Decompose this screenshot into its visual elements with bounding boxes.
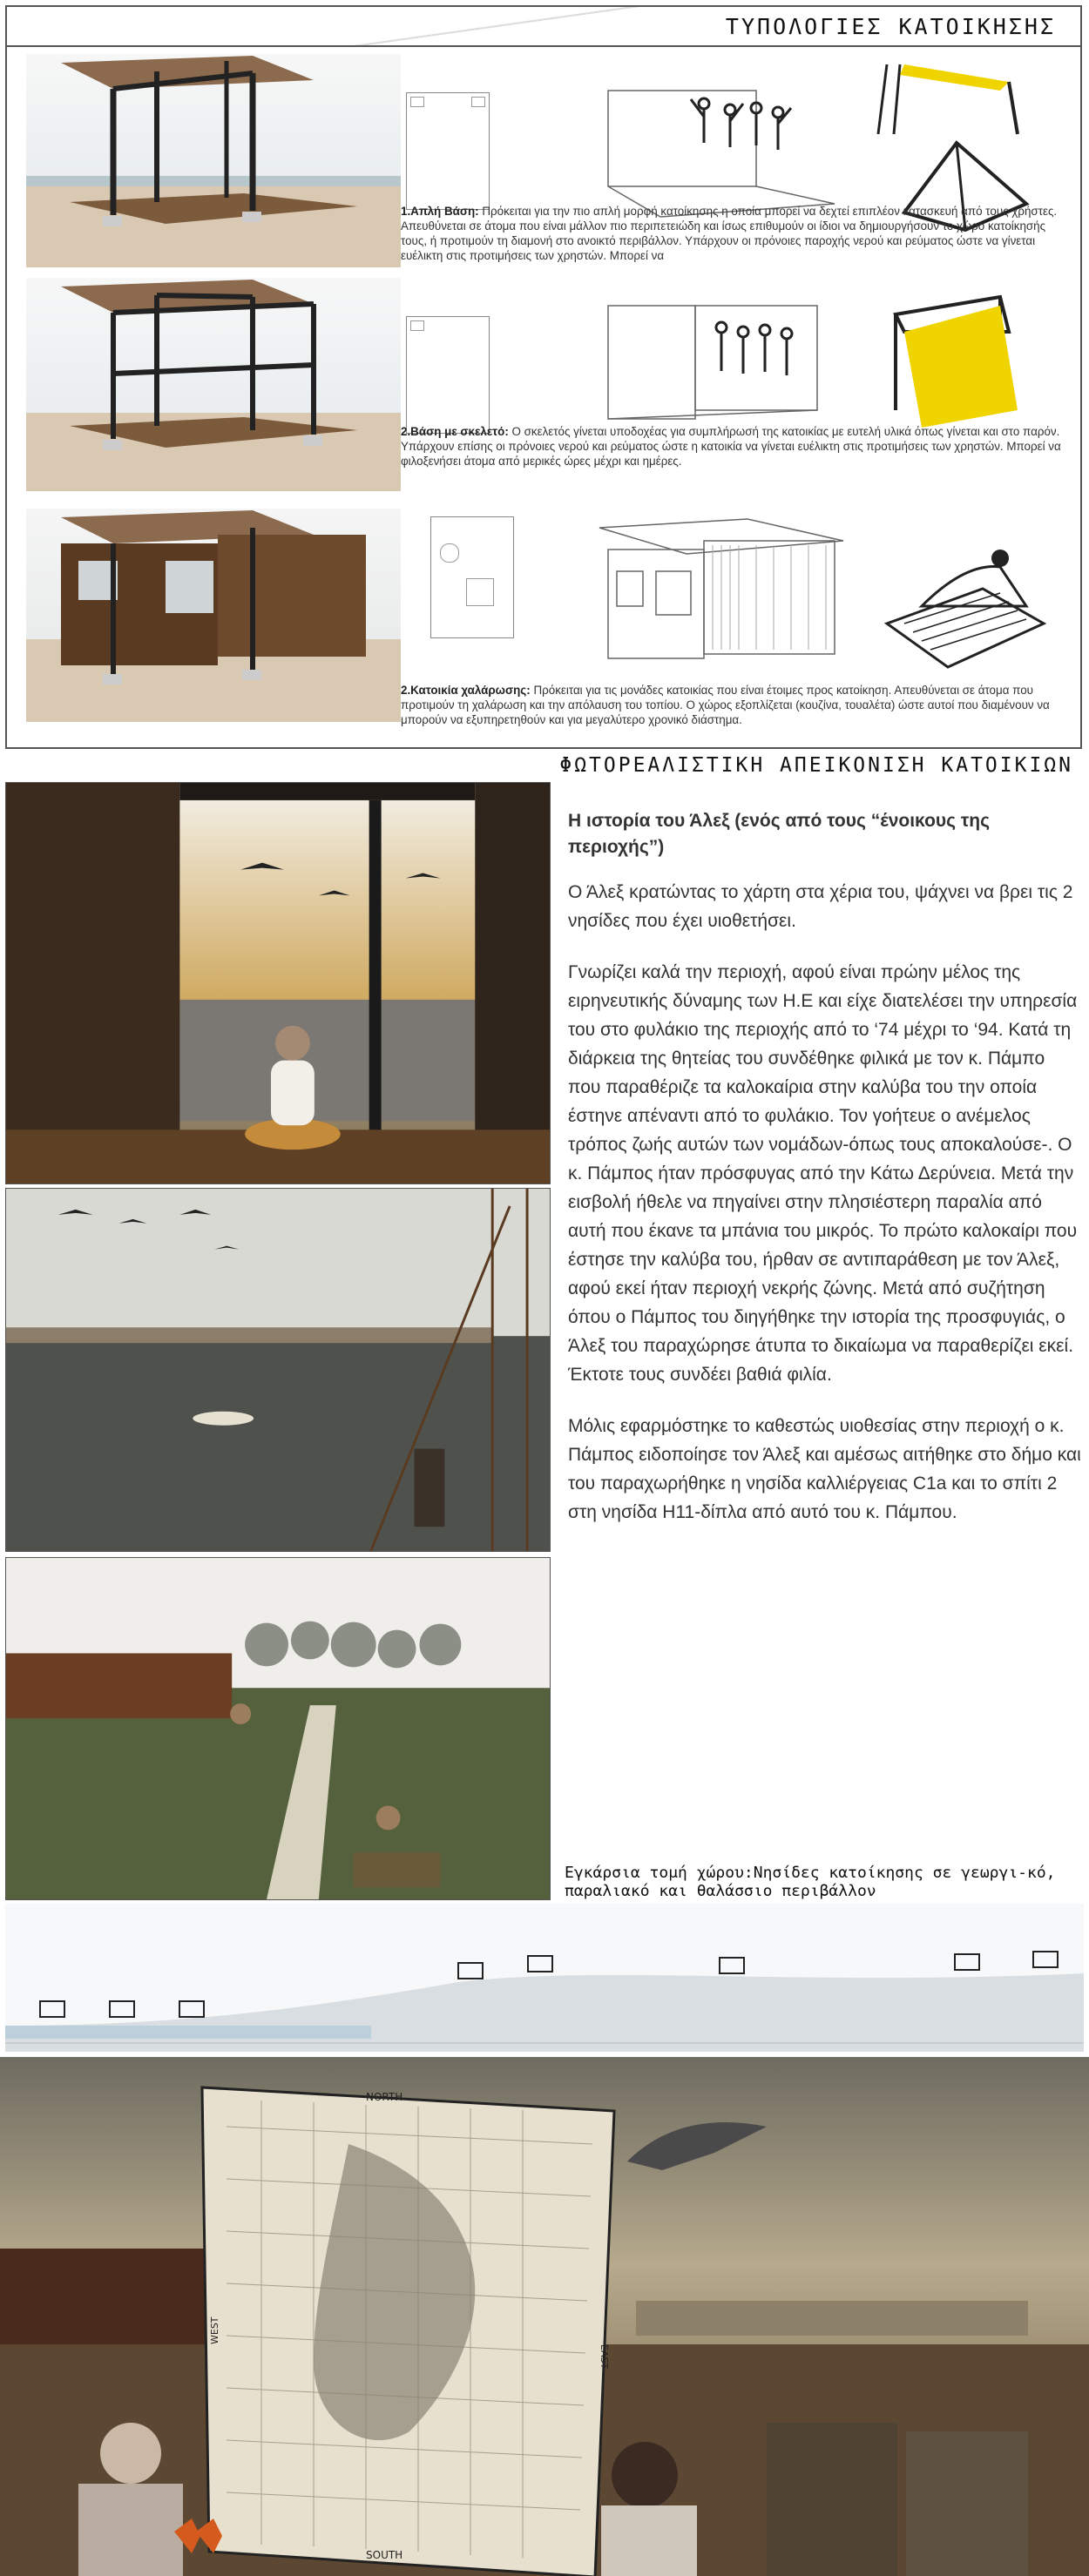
story-paragraph-2: Γνωρίζει καλά την περιοχή, αφού είναι πρώην μέλος της ειρηνευτικής δύναμης των Η.Ε και είχε διατελέσει την υπηρεσία του στο φυλάκιο της περιοχής από το ‘74 μέχρι το ‘94. Κατά τη διάρκεια της θητείας του συνδέθηκε φιλικά με τον κ. Πάμπο που παραθέριζε τα καλοκαίρια στην καλύβα του την οποία έστηνε απέναντι από το φυλάκιο. Τον γοήτευε ο ανέμελος τρόπος ζωής αυτών των νομάδων-όπως τους αποκαλούσε-. Ο κ. Πάμπος ήταν πρόσφυγας από την Κάτω Δερύνεια. Μετά την εισβολή ήθελε να πηγαίνει στην πλησιέστερη παραλία από αυτή που έκανε τα μπάνια του μικρός. Το πρώτο καλοκαίρι που έστησε την καλύβα του, ήρθαν σε αντιπαράθεση με τον Άλεξ, αφού εκεί ήταν περιοχή νεκρής ζώνης. Μετά από συζήτηση όπου ο Πάμπος του διηγήθηκε την ιστορία της προσφυγιάς, ο Άλεξ του παραχώρησε άτυπα το δικαίωμα να παραθερίζει εκεί. Έκτοτε τους συνδέει βαθιά φιλία. xyxy=(568,962,1078,1385)
render-simple-base xyxy=(26,54,401,267)
typology-heading-2: 2.Βάση με σκελετό: xyxy=(401,425,509,438)
typologies-panel xyxy=(5,5,1082,749)
floor-plan-3 xyxy=(430,516,514,638)
cross-section-drawing xyxy=(5,1904,1084,2052)
map-collage xyxy=(0,2057,1089,2576)
section2-title: ΦΩΤΟΡΕΑΛΙΣΤΙΚΗ ΑΠΕΙΚΟΝΙΣΗ ΚΑΤΟΙΚΙΩΝ xyxy=(559,754,1073,777)
floor-plan-2 xyxy=(406,316,490,434)
typology-text-1: Πρόκειται για την πιο απλή μορφή κατοίκησης η οποία μπορεί να δεχτεί επιπλέον κατασκευή από τους χρήστες. Απευθύνεται σε άτομα που είναι μάλλον πιο περιπετειώδη και ίσως επιθυμούν οι ίδιοι να δημιουργήσουν το χώρο κατοίκησής τους, ή προτιμούν τη διαμονή στο ανοικτό περιβάλλον. Υπάρχουν οι πρόνοιες παροχής νερού και ρεύματος ώστε να γίνεται ευέλικτη στις προτιμήσεις των χρηστών. Μπορεί να xyxy=(401,205,1058,262)
story-paragraph-3: Μόλις εφαρμόστηκε το καθεστώς υιοθεσίας στην περιοχή ο κ. Πάμπος ειδοποίησε τον Άλεξ και αμέσως αιτήθηκε στο δήμο και του παραχωρήθηκε η νησίδα καλλιέργειας C1a και το σπίτι 2 στη νησίδα Η11-δίπλα από αυτό του κ. Πάμπου. xyxy=(568,1416,1081,1522)
typology-description-3 xyxy=(401,683,1072,727)
map-north-label: NORTH xyxy=(366,2091,403,2103)
illustration-sunbather xyxy=(869,510,1061,693)
typology-row-3 xyxy=(7,503,1080,725)
render-base-with-frame xyxy=(26,278,401,491)
typology-row-1 xyxy=(7,49,1080,271)
typology-description-2 xyxy=(401,424,1072,469)
header-bar xyxy=(7,7,1080,47)
story-text xyxy=(568,808,1082,1549)
photo-farming xyxy=(5,1557,551,1900)
floor-plan-1 xyxy=(406,92,490,210)
photo-meditation xyxy=(5,782,551,1184)
typology-text-3: Πρόκειται για τις μονάδες κατοικίας που είναι έτοιμες προς κατοίκηση. Απευθύνεται σε άτομα που προτιμούν τη χαλάρωση και την απόλαυση του τοπίου. Ο χώρος εξοπλίζεται (κουζίνα, τουαλέτα) ώστε αυτοί που διαμένουν να μπορούν να εξυπηρετηθούν και για μεγαλύτερο χρονικό διάστημα. xyxy=(401,684,1050,726)
map-west-label: WEST xyxy=(209,2316,220,2344)
typology-text-2: Ο σκελετός γίνεται υποδοχέας για συμπλήρωσή της κατοικίας με ευτελή υλικά όπως γίνεται και στο παρόν. Υπάρχουν επίσης οι πρόνοιες νερού και ρεύματος ώστε η κατοικία να γίνεται ευέλικτη στις προτιμήσεις των χρηστών. Μπορεί να φιλοξενήσει άτομα από μερικές ώρες μέχρι και ημέρες. xyxy=(401,425,1061,468)
story-title: Η ιστορία του Άλεξ (ενός από τους “ένοικους της περιοχής”) xyxy=(568,811,990,857)
section-title: ΤΥΠΟΛΟΓΙΕΣ ΚΑΤΟΙΚΗΣΗΣ xyxy=(725,14,1056,39)
map-east-label: EAST xyxy=(599,2344,610,2370)
sketch-house-3 xyxy=(582,510,852,693)
typology-description-1 xyxy=(401,204,1072,263)
map-south-label: SOUTH xyxy=(366,2549,403,2561)
typology-heading-3: 2.Κατοικία χαλάρωσης: xyxy=(401,684,531,697)
story-paragraph-1: Ο Άλεξ κρατώντας το χάρτη στα χέρια του, ψάχνει να βρει τις 2 νησίδες που έχει υιοθετήσει. xyxy=(568,882,1073,931)
typology-heading-1: 1.Απλή Βάση: xyxy=(401,205,479,218)
photo-sea-birds xyxy=(5,1188,551,1552)
typology-row-2 xyxy=(7,273,1080,495)
render-relaxation-house xyxy=(26,509,401,722)
cross-section-caption: Εγκάρσια τομή χώρου:Νησίδες κατοίκησης σε γεωργι-κό, παραλιακό και θαλάσσιο περιβάλλον xyxy=(565,1864,1056,1900)
